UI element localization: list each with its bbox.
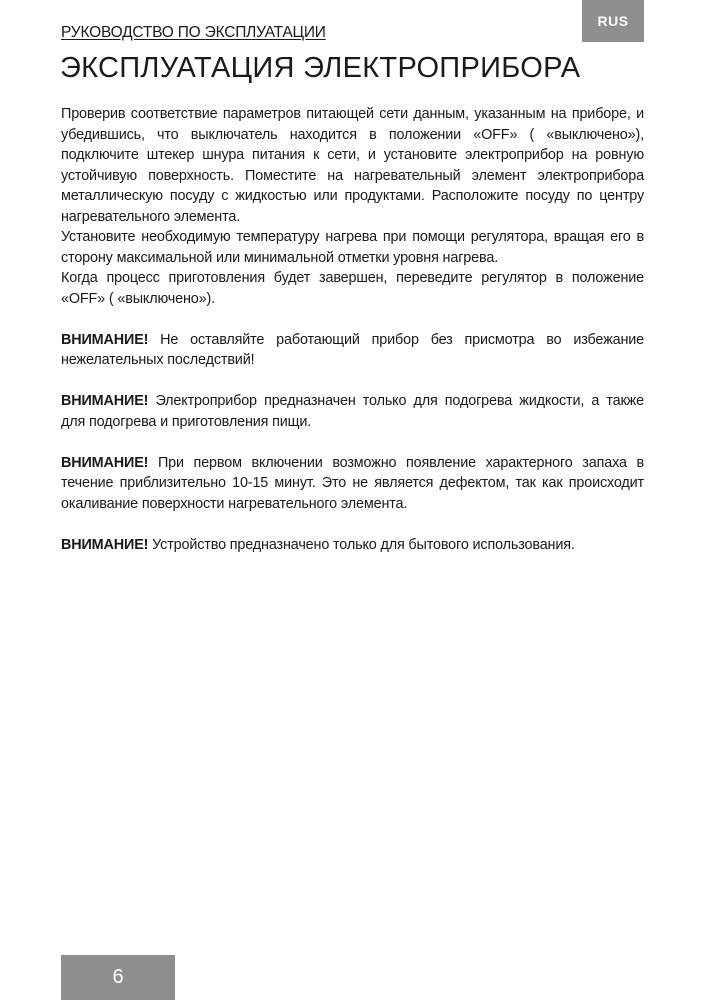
warning-label: ВНИМАНИЕ!: [61, 454, 149, 471]
warning-paragraph: [61, 535, 644, 556]
warning-text: Электроприбор предназначен только для подогрева жидкости, а также для подогрева и приготовления пищи.: [61, 393, 644, 430]
warning-text: Устройство предназначено только для бытового использования.: [148, 536, 575, 553]
warning-label: ВНИМАНИЕ!: [61, 393, 149, 409]
page-number: 6: [61, 955, 175, 1000]
warning-paragraph: [61, 453, 644, 515]
page-title: ЭКСПЛУАТАЦИЯ ЭЛЕКТРОПРИБОРА: [60, 52, 581, 84]
temperature-paragraph: Установите необходимую температуру нагрева при помощи регулятора, вращая его в сторону максимальной или минимальной отметки уровня нагрева.: [61, 229, 644, 266]
language-tab: RUS: [582, 0, 644, 42]
intro-paragraph: Проверив соответствие параметров питающей сети данным, указанным на приборе, и убедившись, что выключатель находится в положении «OFF» ( «выключено»), подключите штекер шнура питания к сети, и установите электроприбор на ровную устойчивую поверхность. Поместите на нагревательный элемент электроприбора металлическую посуду с жидкостью или продуктами. Расположите посуду по центру нагревательного элемента.: [61, 106, 644, 225]
warning-label: ВНИМАНИЕ!: [61, 536, 149, 553]
warning-text: Не оставляйте работающий прибор без присмотра во избежание нежелательных последствий!: [61, 331, 644, 368]
warning-label: ВНИМАНИЕ!: [61, 331, 149, 348]
warning-paragraph: [61, 391, 644, 432]
warning-text: При первом включении возможно появление характерного запаха в течение приблизительно 10-15 минут. Это не является дефектом, так как происходит окаливание поверхности нагревательного элемента.: [61, 454, 644, 512]
warning-paragraph: [61, 330, 644, 371]
main-content: [61, 104, 644, 555]
finish-paragraph: Когда процесс приготовления будет завершен, переведите регулятор в положение «OFF» ( «выключено»).: [61, 270, 644, 307]
manual-header: РУКОВОДСТВО ПО ЭКСПЛУАТАЦИИ: [61, 24, 326, 41]
